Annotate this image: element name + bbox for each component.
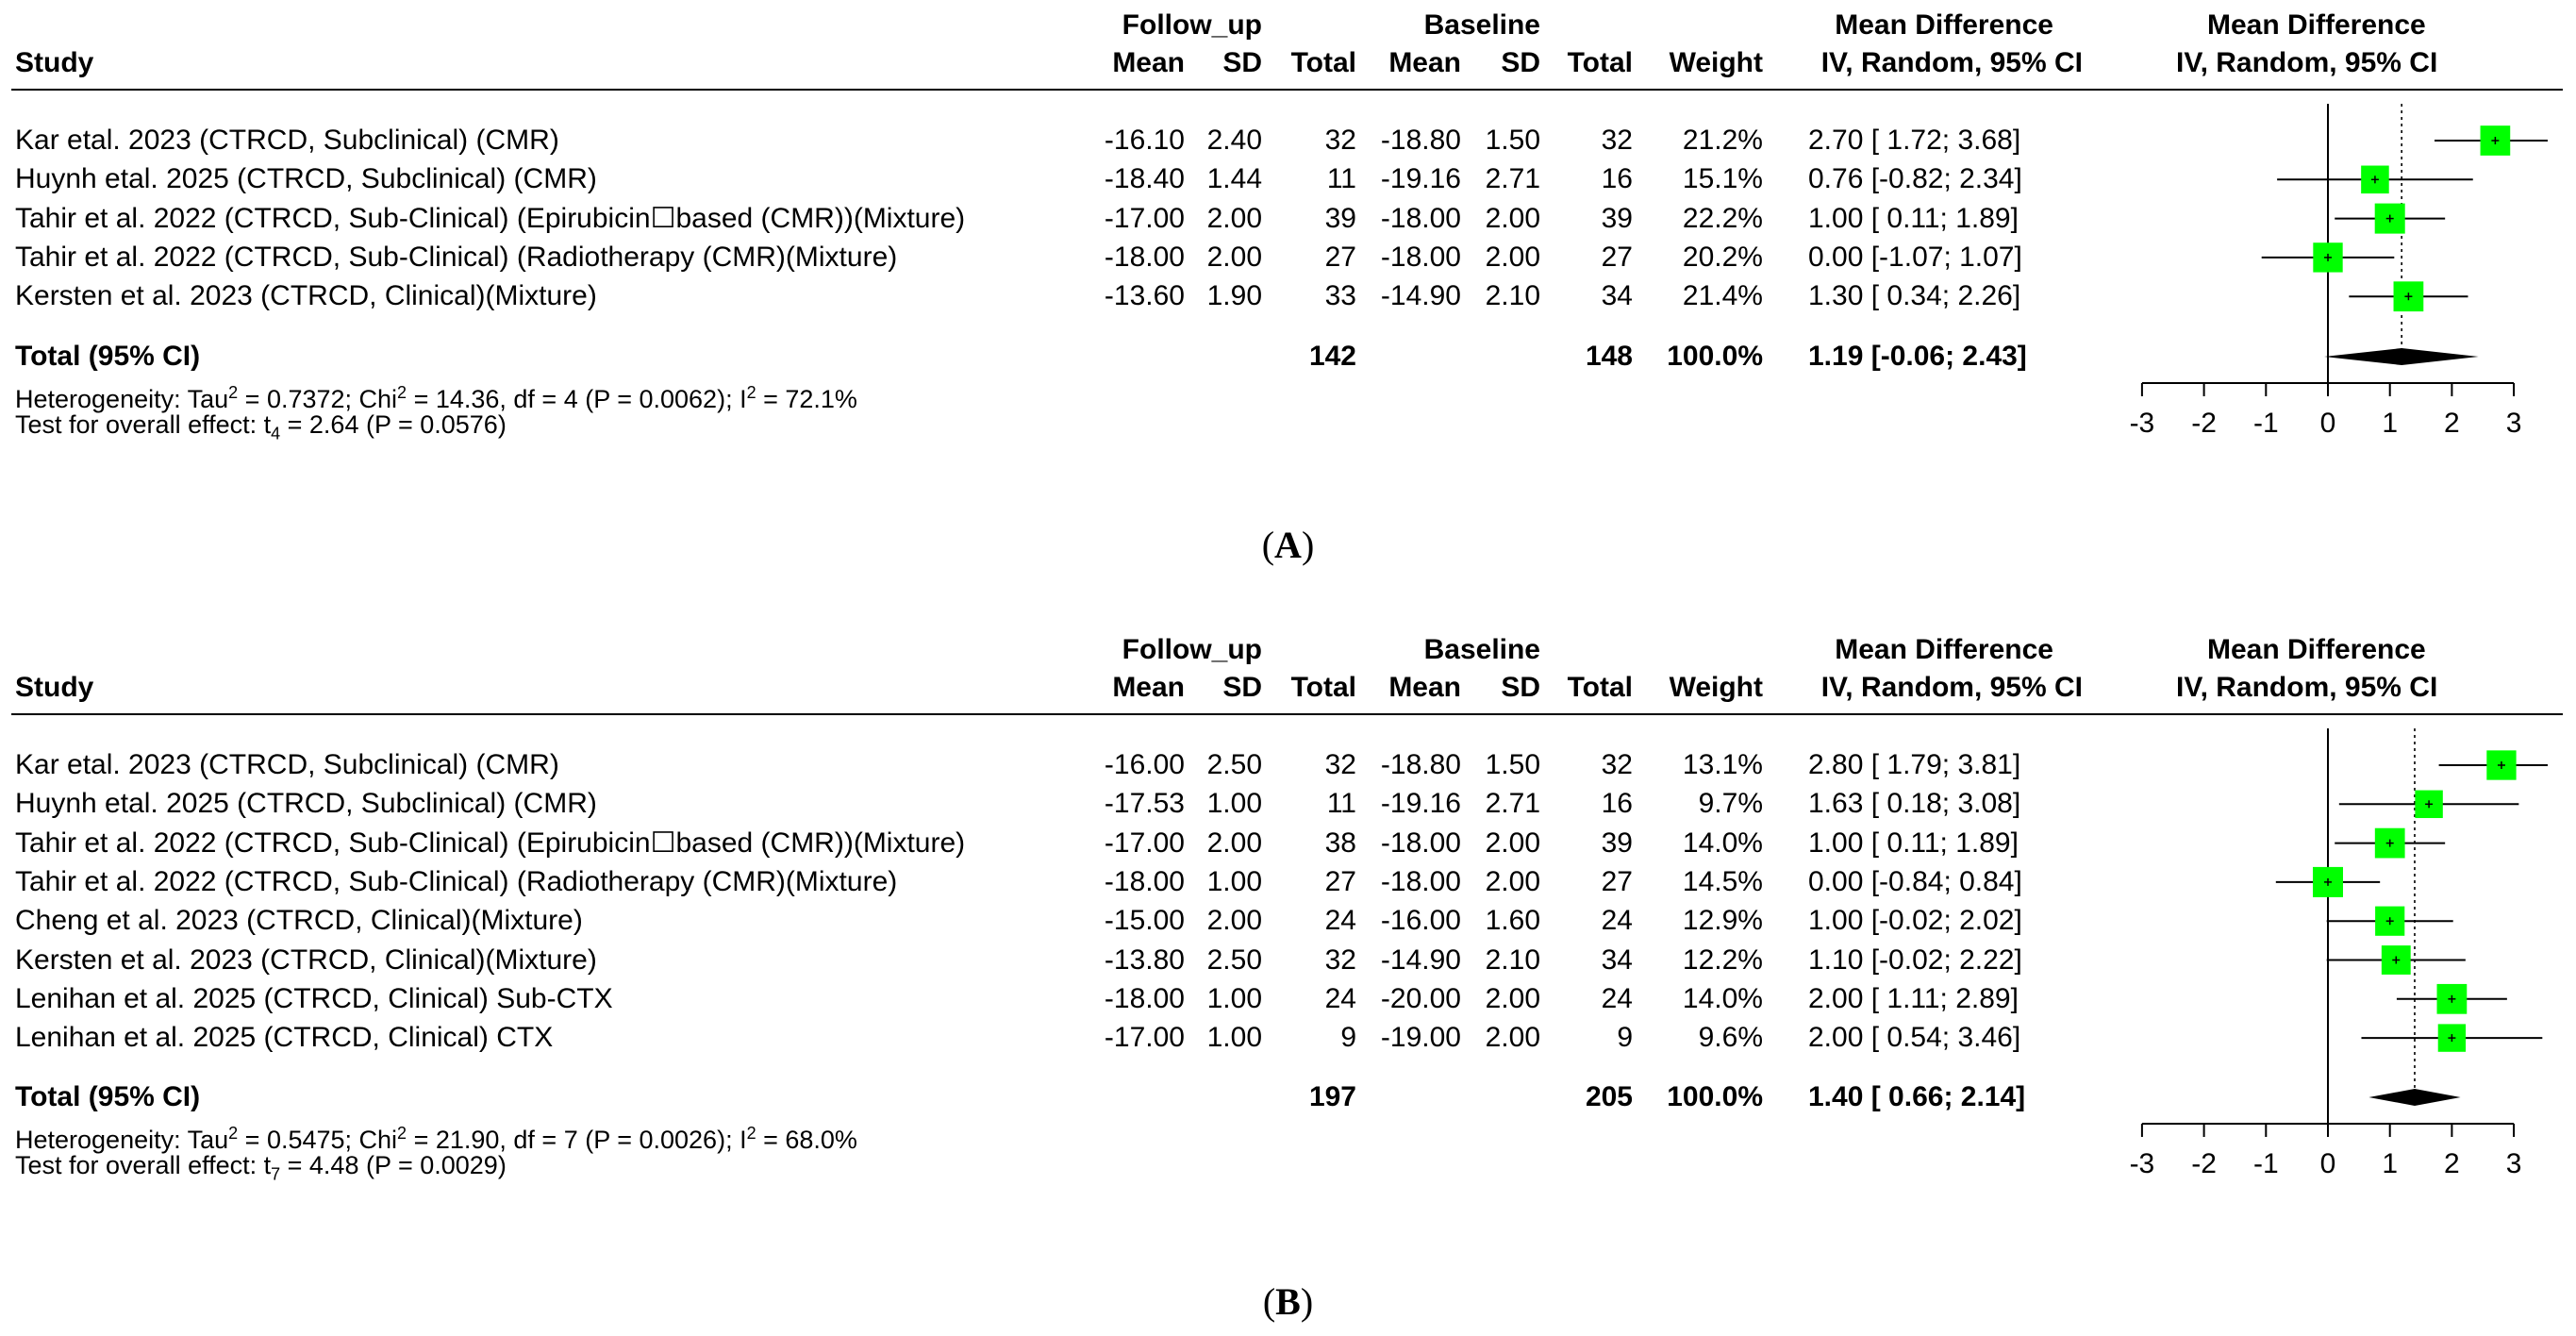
study-weight: 9.7% (1698, 788, 1763, 819)
followup-mean: -13.60 (1104, 280, 1185, 311)
panel-label-paren: ) (1301, 524, 1315, 566)
header-sd-followup: SD (1222, 672, 1262, 703)
x-tick-label: 1 (2382, 408, 2399, 439)
followup-sd: 1.00 (1206, 788, 1262, 819)
baseline-mean: -16.00 (1380, 905, 1461, 936)
followup-sd: 2.00 (1206, 203, 1262, 234)
baseline-sd: 2.10 (1485, 280, 1540, 311)
baseline-mean: -14.90 (1380, 944, 1461, 976)
study-ci: 0.00 [-1.07; 1.07] (1808, 242, 2022, 273)
followup-total: 32 (1324, 125, 1356, 156)
x-tick-label: 3 (2505, 408, 2522, 439)
total-ci: 1.40 [ 0.66; 2.14] (1808, 1081, 2026, 1112)
total-followup: 142 (1308, 341, 1356, 372)
x-tick-label: 2 (2444, 1148, 2460, 1179)
baseline-total: 27 (1601, 866, 1633, 897)
baseline-sd: 2.71 (1485, 163, 1540, 194)
total-label: Total (95% CI) (15, 341, 201, 372)
followup-mean: -18.40 (1104, 163, 1185, 194)
panel-label-paren: ( (1262, 1280, 1276, 1323)
header-sd-baseline: SD (1501, 47, 1540, 78)
study-weight: 9.6% (1698, 1022, 1763, 1053)
study-name: Lenihan et al. 2025 (CTRCD, Clinical) Sub-CTX (15, 983, 613, 1014)
heterogeneity-part: = 68.0% (756, 1126, 857, 1154)
study-weight: 22.2% (1682, 203, 1763, 234)
header-rule (11, 89, 2563, 91)
forest-plot-area (2129, 719, 2548, 1179)
followup-total: 33 (1324, 280, 1356, 311)
study-weight: 13.1% (1682, 749, 1763, 780)
followup-sd: 1.44 (1206, 163, 1262, 194)
followup-mean: -18.00 (1104, 866, 1185, 897)
study-ci: 1.00 [-0.02; 2.02] (1808, 905, 2022, 936)
study-weight: 14.0% (1682, 983, 1763, 1014)
header-sd-followup: SD (1222, 47, 1262, 78)
study-name: Kar etal. 2023 (CTRCD, Subclinical) (CMR) (15, 125, 559, 156)
study-name: Tahir et al. 2022 (CTRCD, Sub-Clinical) (Radiotherapy (CMR)(Mixture) (15, 866, 898, 897)
study-ci: 1.63 [ 0.18; 3.08] (1808, 788, 2021, 819)
followup-total: 39 (1324, 203, 1356, 234)
overall-effect-text (15, 409, 507, 449)
baseline-mean: -18.00 (1380, 827, 1461, 859)
baseline-total: 34 (1601, 280, 1633, 311)
followup-mean: -18.00 (1104, 242, 1185, 273)
header-group-baseline: Baseline (1423, 9, 1540, 41)
header-mean-baseline: Mean (1388, 672, 1461, 703)
study-name: Kar etal. 2023 (CTRCD, Subclinical) (CMR) (15, 749, 559, 780)
x-tick-label: 1 (2382, 1148, 2399, 1179)
forest-panel-b (0, 625, 2576, 1323)
x-tick-label: 3 (2505, 1148, 2522, 1179)
followup-total: 11 (1326, 163, 1356, 194)
header-total-baseline: Total (1567, 672, 1633, 703)
baseline-mean: -18.00 (1380, 203, 1461, 234)
study-weight: 12.9% (1682, 905, 1763, 936)
study-name: Tahir et al. 2022 (CTRCD, Sub-Clinical) (Radiotherapy (CMR)(Mixture) (15, 242, 898, 273)
baseline-sd: 2.00 (1485, 983, 1540, 1014)
followup-total: 9 (1340, 1022, 1356, 1053)
forest-plot-area (2129, 94, 2548, 491)
heterogeneity-part: = 14.36, df = 4 (P = 0.0062); I (407, 385, 747, 413)
study-name: Kersten et al. 2023 (CTRCD, Clinical)(Mixture) (15, 944, 597, 976)
header-sd-baseline: SD (1501, 672, 1540, 703)
total-baseline: 148 (1585, 341, 1633, 372)
header-total-followup: Total (1290, 47, 1356, 78)
followup-sd: 2.00 (1206, 905, 1262, 936)
header-mean-baseline: Mean (1388, 47, 1461, 78)
header-md-top: Mean Difference (1835, 634, 2053, 665)
baseline-sd: 2.71 (1485, 788, 1540, 819)
followup-sd: 1.00 (1206, 983, 1262, 1014)
overall-part: Test for overall effect: t (15, 410, 272, 439)
header-mean-followup: Mean (1112, 672, 1185, 703)
heterogeneity-part: = 72.1% (756, 385, 857, 413)
followup-total: 11 (1326, 788, 1356, 819)
heterogeneity-superscript: 2 (228, 1124, 239, 1143)
header-mean-followup: Mean (1112, 47, 1185, 78)
study-ci: 1.00 [ 0.11; 1.89] (1808, 203, 2019, 234)
followup-mean: -15.00 (1104, 905, 1185, 936)
baseline-sd: 2.10 (1485, 944, 1540, 976)
overall-part: Test for overall effect: t (15, 1151, 272, 1179)
x-tick-label: -2 (2191, 408, 2217, 439)
baseline-mean: -19.00 (1380, 1022, 1461, 1053)
baseline-mean: -18.80 (1380, 749, 1461, 780)
total-followup: 197 (1308, 1081, 1356, 1112)
x-tick-label: -2 (2191, 1148, 2217, 1179)
followup-total: 27 (1324, 242, 1356, 273)
header-total-baseline: Total (1567, 47, 1633, 78)
panel-label (0, 524, 2576, 567)
total-label: Total (95% CI) (15, 1081, 201, 1112)
overall-subscript: 4 (271, 424, 281, 443)
baseline-sd: 1.50 (1485, 749, 1540, 780)
baseline-sd: 1.50 (1485, 125, 1540, 156)
followup-mean: -13.80 (1104, 944, 1185, 976)
header-study: Study (15, 672, 94, 703)
overall-effect-text (15, 1149, 507, 1190)
followup-sd: 1.00 (1206, 1022, 1262, 1053)
heterogeneity-superscript: 2 (746, 1124, 756, 1143)
study-name: Cheng et al. 2023 (CTRCD, Clinical)(Mixture) (15, 905, 583, 936)
total-ci: 1.19 [-0.06; 2.43] (1808, 341, 2027, 372)
overall-part: = 4.48 (P = 0.0029) (280, 1151, 507, 1179)
heterogeneity-part: Heterogeneity: Tau (15, 1126, 229, 1154)
baseline-sd: 2.00 (1485, 866, 1540, 897)
baseline-mean: -19.16 (1380, 163, 1461, 194)
heterogeneity-part: Heterogeneity: Tau (15, 385, 229, 413)
heterogeneity-part: = 21.90, df = 7 (P = 0.0026); I (407, 1126, 747, 1154)
followup-total: 32 (1324, 944, 1356, 976)
x-tick-label: -3 (2129, 408, 2155, 439)
baseline-total: 9 (1617, 1022, 1633, 1053)
study-ci: 2.70 [ 1.72; 3.68] (1808, 125, 2021, 156)
study-ci: 1.00 [ 0.11; 1.89] (1808, 827, 2019, 859)
baseline-total: 16 (1601, 788, 1633, 819)
followup-sd: 2.50 (1206, 749, 1262, 780)
panel-label-paren: ) (1300, 1280, 1314, 1323)
study-weight: 20.2% (1682, 242, 1763, 273)
study-weight: 15.1% (1682, 163, 1763, 194)
followup-mean: -16.10 (1104, 125, 1185, 156)
followup-sd: 2.00 (1206, 827, 1262, 859)
baseline-total: 39 (1601, 203, 1633, 234)
heterogeneity-superscript: 2 (228, 383, 239, 402)
x-tick-label: -3 (2129, 1148, 2155, 1179)
total-weight: 100.0% (1667, 341, 1763, 372)
header-study: Study (15, 47, 94, 78)
baseline-mean: -14.90 (1380, 280, 1461, 311)
followup-total: 24 (1324, 983, 1356, 1014)
header-plot-sub: IV, Random, 95% CI (2176, 47, 2438, 78)
baseline-sd: 2.00 (1485, 827, 1540, 859)
study-ci: 1.10 [-0.02; 2.22] (1808, 944, 2022, 976)
followup-mean: -18.00 (1104, 983, 1185, 1014)
followup-sd: 2.00 (1206, 242, 1262, 273)
heterogeneity-superscript: 2 (397, 1124, 407, 1143)
study-name: Tahir et al. 2022 (CTRCD, Sub-Clinical) (Epirubicin☐based (CMR))(Mixture) (15, 827, 966, 859)
pooled-diamond (2368, 1089, 2460, 1106)
baseline-total: 34 (1601, 944, 1633, 976)
panel-label-paren: ( (1261, 524, 1275, 566)
x-tick-label: -1 (2252, 1148, 2279, 1179)
header-md-top: Mean Difference (1835, 9, 2053, 41)
heterogeneity-superscript: 2 (746, 383, 756, 402)
study-weight: 12.2% (1682, 944, 1763, 976)
followup-mean: -17.00 (1104, 1022, 1185, 1053)
study-name: Kersten et al. 2023 (CTRCD, Clinical)(Mixture) (15, 280, 597, 311)
baseline-mean: -19.16 (1380, 788, 1461, 819)
baseline-sd: 2.00 (1485, 1022, 1540, 1053)
baseline-total: 32 (1601, 749, 1633, 780)
study-ci: 0.00 [-0.84; 0.84] (1808, 866, 2022, 897)
baseline-total: 39 (1601, 827, 1633, 859)
panel-label (0, 1280, 2576, 1324)
total-baseline: 205 (1585, 1081, 1633, 1112)
pooled-diamond (2324, 348, 2479, 365)
baseline-sd: 2.00 (1485, 203, 1540, 234)
study-name: Huynh etal. 2025 (CTRCD, Subclinical) (CMR) (15, 163, 597, 194)
header-total-followup: Total (1290, 672, 1356, 703)
study-ci: 2.80 [ 1.79; 3.81] (1808, 749, 2021, 780)
followup-total: 38 (1324, 827, 1356, 859)
baseline-total: 32 (1601, 125, 1633, 156)
study-ci: 2.00 [ 1.11; 2.89] (1808, 983, 2019, 1014)
study-name: Huynh etal. 2025 (CTRCD, Subclinical) (CMR) (15, 788, 597, 819)
overall-part: = 2.64 (P = 0.0576) (280, 410, 507, 439)
baseline-total: 16 (1601, 163, 1633, 194)
panel-label-letter: A (1274, 524, 1302, 566)
baseline-sd: 2.00 (1485, 242, 1540, 273)
baseline-mean: -20.00 (1380, 983, 1461, 1014)
heterogeneity-part: = 0.5475; Chi (238, 1126, 398, 1154)
study-ci: 1.30 [ 0.34; 2.26] (1808, 280, 2021, 311)
baseline-total: 27 (1601, 242, 1633, 273)
followup-total: 32 (1324, 749, 1356, 780)
followup-mean: -17.00 (1104, 827, 1185, 859)
header-group-followup: Follow_up (1122, 9, 1262, 41)
study-ci: 2.00 [ 0.54; 3.46] (1808, 1022, 2021, 1053)
header-plot-top: Mean Difference (2207, 9, 2426, 41)
heterogeneity-superscript: 2 (397, 383, 407, 402)
study-weight: 14.5% (1682, 866, 1763, 897)
header-plot-sub: IV, Random, 95% CI (2176, 672, 2438, 703)
followup-sd: 1.90 (1206, 280, 1262, 311)
x-tick-label: 0 (2319, 1148, 2336, 1179)
study-name: Tahir et al. 2022 (CTRCD, Sub-Clinical) (Epirubicin☐based (CMR))(Mixture) (15, 203, 966, 234)
header-weight: Weight (1669, 47, 1763, 78)
header-group-followup: Follow_up (1122, 634, 1262, 665)
heterogeneity-part: = 0.7372; Chi (238, 385, 398, 413)
overall-subscript: 7 (271, 1164, 281, 1184)
total-weight: 100.0% (1667, 1081, 1763, 1112)
study-ci: 0.76 [-0.82; 2.34] (1808, 163, 2022, 194)
baseline-mean: -18.00 (1380, 866, 1461, 897)
baseline-mean: -18.80 (1380, 125, 1461, 156)
header-weight: Weight (1669, 672, 1763, 703)
study-name: Lenihan et al. 2025 (CTRCD, Clinical) CTX (15, 1022, 554, 1053)
followup-mean: -17.53 (1104, 788, 1185, 819)
followup-total: 24 (1324, 905, 1356, 936)
baseline-total: 24 (1601, 905, 1633, 936)
x-tick-label: 2 (2444, 408, 2460, 439)
header-md-sub: IV, Random, 95% CI (1820, 47, 2083, 78)
followup-mean: -17.00 (1104, 203, 1185, 234)
header-md-sub: IV, Random, 95% CI (1820, 672, 2083, 703)
baseline-total: 24 (1601, 983, 1633, 1014)
baseline-sd: 1.60 (1485, 905, 1540, 936)
forest-panel-a (0, 0, 2576, 604)
x-tick-label: 0 (2319, 408, 2336, 439)
panel-label-letter: B (1275, 1280, 1301, 1323)
header-plot-top: Mean Difference (2207, 634, 2426, 665)
followup-total: 27 (1324, 866, 1356, 897)
followup-sd: 2.50 (1206, 944, 1262, 976)
followup-sd: 2.40 (1206, 125, 1262, 156)
study-weight: 21.4% (1682, 280, 1763, 311)
x-tick-label: -1 (2252, 408, 2279, 439)
study-weight: 21.2% (1682, 125, 1763, 156)
header-group-baseline: Baseline (1423, 634, 1540, 665)
followup-mean: -16.00 (1104, 749, 1185, 780)
header-rule (11, 713, 2563, 715)
study-weight: 14.0% (1682, 827, 1763, 859)
followup-sd: 1.00 (1206, 866, 1262, 897)
baseline-mean: -18.00 (1380, 242, 1461, 273)
